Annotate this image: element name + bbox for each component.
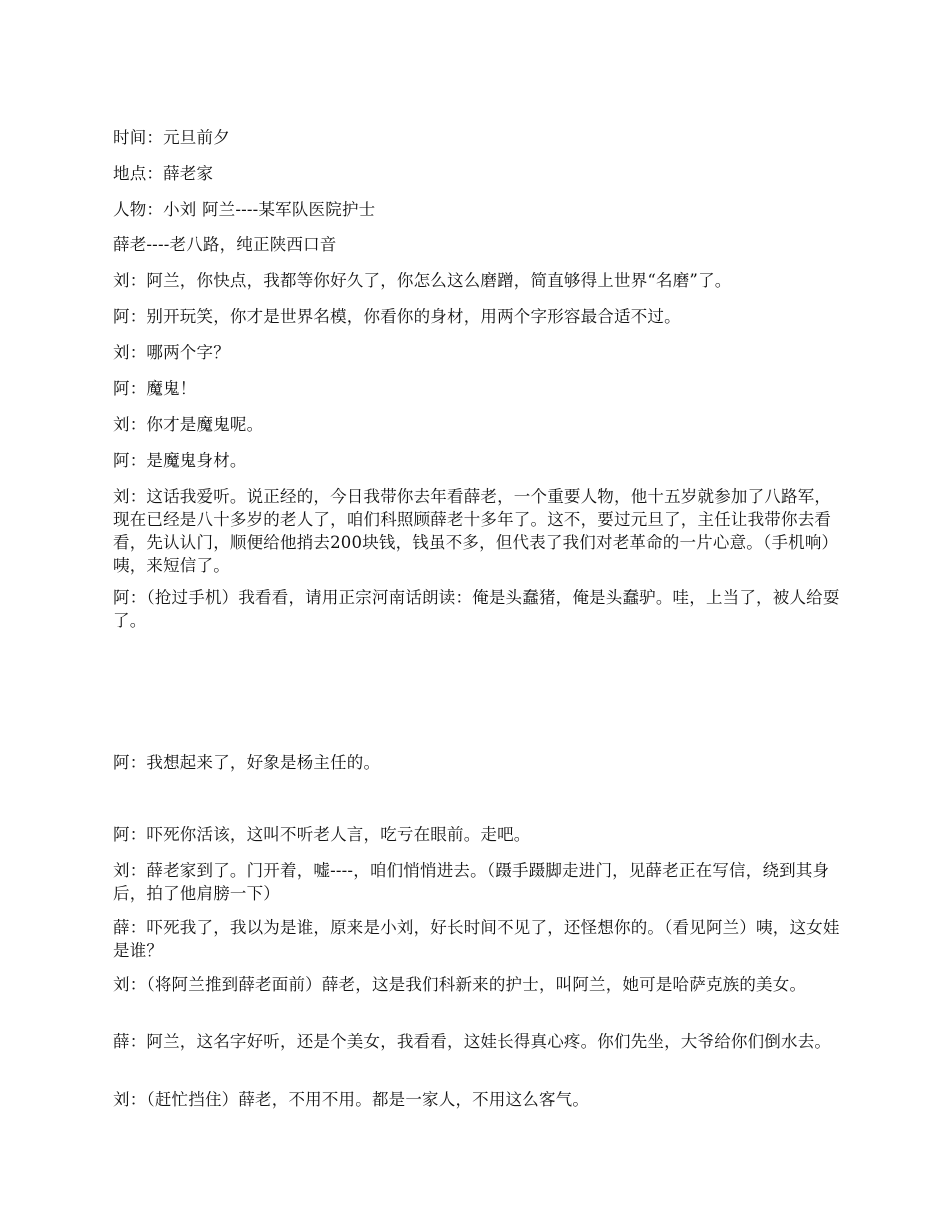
dialogue-line: 刘：阿兰，你快点，我都等你好久了，你怎么这么磨蹭，简直够得上世界“名磨”了。 [113,271,732,290]
dialogue-paragraph: 刘：这话我爱听。说正经的，今日我带你去年看薛老，一个重要人物，他十五岁就参加了八路军，现在已经是八十多岁的老人了，咱们科照顾薛老十多年了。这不，要过元旦了，主任让我带你去看看，先认认门，顺便给他捎去200块钱，钱虽不多，但代表了我们对老革命的一片心意。（手机响）咦，来短信了。 [113,487,839,575]
dialogue-line: 刘：（赶忙挡住）薛老，不用不用。都是一家人，不用这么客气。 [113,1090,590,1109]
dialogue-line: 阿：我想起来了，好象是杨主任的。 [113,753,381,772]
scene-place-line: 地点：薛老家 [113,164,214,183]
scene-time-line: 时间：元旦前夕 [113,128,230,147]
characters-line-2: 薛老----老八路，纯正陕西口音 [113,235,337,254]
dialogue-line: 刘：你才是魔鬼呢。 [113,415,264,434]
dialogue-paragraph: 薛：阿兰，这名字好听，还是个美女，我看看，这娃长得真心疼。你们先坐，大爷给你们倒水去。 [113,1032,832,1051]
dialogue-paragraph: 薛：吓死我了，我以为是谁，原来是小刘，好长时间不见了，还怪想你的。（看见阿兰）咦，这女娃是谁？ [113,918,840,960]
dialogue-paragraph: 刘：（将阿兰推到薛老面前）薛老，这是我们科新来的护士，叫阿兰，她可是哈萨克族的美女。 [113,975,807,994]
characters-line: 人物：小刘 阿兰----某军队医院护士 [113,200,376,219]
dialogue-line: 阿：是魔鬼身材。 [113,451,247,470]
dialogue-line: 阿：吓死你活该，这叫不听老人言，吃亏在眼前。走吧。 [113,825,531,844]
dialogue-line: 阿：别开玩笑，你才是世界名模，你看你的身材，用两个字形容最合适不过。 [113,307,681,326]
dialogue-line: 阿：魔鬼！ [113,379,197,398]
dialogue-line: 刘：哪两个字？ [113,343,230,362]
dialogue-paragraph: 刘：薛老家到了。门开着，嘘----，咱们悄悄进去。（蹑手蹑脚走进门，见薛老正在写信，绕到其身后，拍了他肩膀一下） [113,861,830,903]
dialogue-paragraph: 阿：（抢过手机）我看看，请用正宗河南话朗读：俺是头蠢猪，俺是头蠢驴。哇，上当了，被人给耍了。 [113,588,840,630]
